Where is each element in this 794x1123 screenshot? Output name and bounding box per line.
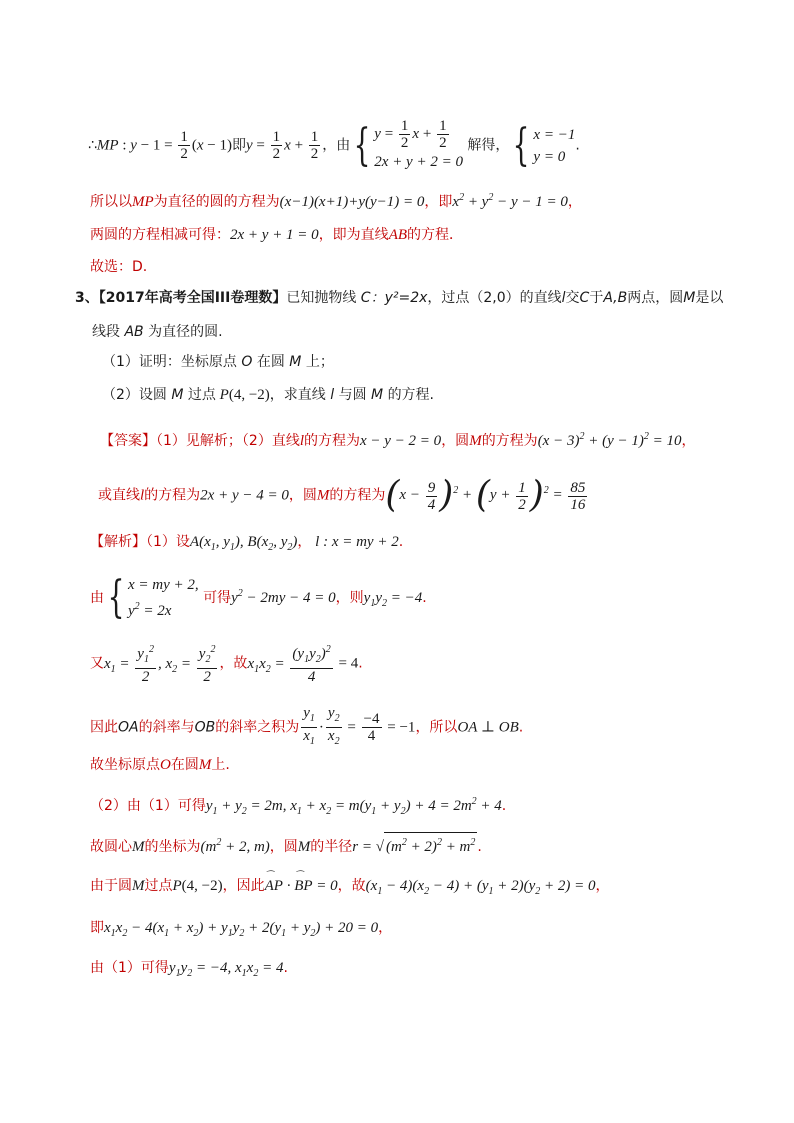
text: 是以 xyxy=(695,290,724,306)
question-2: （2）设圆 M 过点 P(4, −2)，求直线 l 与圆 M 的方程. xyxy=(102,387,435,403)
equation: 2x + y − 4 = 0 xyxy=(200,487,289,504)
text: 上； xyxy=(305,354,334,370)
problem-3-line2: 线段 AB 为直径的圆. xyxy=(92,324,223,340)
text: 因此 xyxy=(90,719,118,736)
text: 已知抛物线 xyxy=(286,290,357,306)
text: 所以以 xyxy=(90,194,132,210)
text: 为直径的圆的方程为 xyxy=(153,194,280,210)
text: （2）由（1）可得 xyxy=(90,798,206,814)
text: 的方程. xyxy=(387,387,435,403)
text: ，由 xyxy=(322,137,351,154)
text: 的方程． xyxy=(407,227,464,243)
text: ，即为直线 xyxy=(318,227,389,243)
text: 在圆 xyxy=(170,757,199,773)
analysis-step-10: 由（1）可得$y_1y_2 = -4$, $x_1x_2 = 4$. xyxy=(90,960,288,979)
text: 又 xyxy=(90,655,104,672)
text: 线段 xyxy=(92,324,120,340)
text: 过点 xyxy=(187,387,216,403)
text: 在圆 xyxy=(256,354,285,370)
text: 过点 xyxy=(144,878,173,894)
analysis-step-7: 故圆心M的坐标为($m^2 + 2$, m)，圆M的半径r = √ $(m^2 + 2)^2 + m^2$ . xyxy=(90,832,482,857)
brace: { xyxy=(107,572,125,623)
analysis-step-9: 即$x_1x_2 - 4(x_1 + x_2) + y_1y_2 + 2(y_1 + y_2) + 20 = 0$， xyxy=(90,920,393,939)
analysis-step-8: 由于圆M过点P(4, −2)，因此⌒ AP · ⌒ BP = 0，故$(x_1 - 4)(x_2 - 4) + (y_1 + 2)(y_2 + 2) = 0$， xyxy=(90,876,610,902)
text: （2）设圆 xyxy=(102,387,167,403)
text: 由于圆 xyxy=(90,878,132,894)
equation-system: x = my + 2, $y^2 = 2x$ xyxy=(128,577,199,619)
text: 可得 xyxy=(203,590,232,606)
problem-3-header: 3、【2017年高考全国III卷理数】已知抛物线 C：y²=2x，过点（2,0）的直线l交C于A,B两点，圆M是以 xyxy=(75,290,724,306)
text: ，圆 xyxy=(269,839,298,855)
question-1: （1）证明：坐标原点 O 在圆 M 上； xyxy=(102,354,334,370)
fraction: $\frac{1}{2}$ xyxy=(310,129,319,162)
text: 故选：D. xyxy=(90,259,148,275)
text: ，故 xyxy=(219,655,248,672)
text: 即 xyxy=(90,920,104,936)
text: 的斜率与 xyxy=(138,719,195,736)
text: 2x + y + 2 = 0 xyxy=(374,154,463,170)
therefore-symbol: ∴ xyxy=(88,137,97,154)
equation: x − y − 2 = 0 xyxy=(360,433,442,449)
text: （1）见解析；（2）直线 xyxy=(156,433,300,449)
text: 于 xyxy=(589,290,604,306)
text: 与圆 xyxy=(338,387,367,403)
text: 的方程为 xyxy=(481,433,538,449)
text: ， xyxy=(567,194,582,210)
fraction: $\frac{1}{2}$ xyxy=(272,129,281,162)
analysis-step-6: （2）由（1）可得$y_1 + y_2 = 2m$, $x_1 + x_2 = m(y_1 + y_2) + 4 = 2m^2 + 4$. xyxy=(90,796,507,817)
text: 的方程为 xyxy=(329,487,386,504)
line-mp-equation: ∴MP : y − 1 = $\frac{1}{2}$ (x − 1)即y = $\frac{1}{2}$ x + $\frac{1}{2}$ ，由{ y = $\frac{1}{2}$ x + $\frac{1}{2}$ 2x + y + 2 = 0 解得，{ x = −1 y = 0 . xyxy=(88,118,580,173)
text: 即 xyxy=(232,137,246,154)
text: AB xyxy=(388,227,408,243)
text: ， xyxy=(681,433,696,449)
analysis-step-3: 又$x_1$ = $\frac{y_1^2}{2}$ , $x_2$ = $\frac{y_2^2}{2}$ ，故$x_1x_2$ = $\frac{(y_1y_2)^2}{4}$ = 4. xyxy=(90,644,363,685)
equation-system: y = $\frac{1}{2}$ x + $\frac{1}{2}$ 2x + y + 2 = 0 xyxy=(374,118,463,173)
text: 的半径 xyxy=(310,839,353,855)
text: 由（1）可得 xyxy=(90,960,169,976)
text: ，即 xyxy=(424,194,453,210)
text: y = 0 xyxy=(533,148,566,165)
problem-number: 3、 xyxy=(75,290,99,306)
text: 两圆的方程相减可得： xyxy=(90,227,230,243)
brace: { xyxy=(513,119,530,171)
line-subtract xyxy=(90,225,463,245)
text: ，所以 xyxy=(415,719,458,736)
text: ，求直线 xyxy=(269,387,326,403)
analysis-step-2: 由{ x = my + 2, $y^2 = 2x$ 可得$y^2 - 2my - 4 = 0$，则$y_1y_2 = -4$. xyxy=(90,572,427,623)
answer-line-1: 【答案】（1）见解析；（2）直线l的方程为x − y − 2 = 0，圆M的方程为$(x - 3)^2 + (y - 1)^2 = 10$， xyxy=(100,431,696,449)
equation: (x−1)(x+1)+y(y−1) = 0 xyxy=(279,194,425,210)
analysis-label: 【解析】 xyxy=(90,534,146,550)
text: ，圆 xyxy=(441,433,470,449)
equation: 2x + y + 1 = 0 xyxy=(230,227,319,243)
answer-label: 【答案】 xyxy=(100,433,156,449)
text: （1）证明：坐标原点 xyxy=(102,354,237,370)
text: 上. xyxy=(211,757,230,773)
problem-source: 【2017年高考全国III卷理数】 xyxy=(98,290,287,306)
text: ，故 xyxy=(337,878,366,894)
brace: { xyxy=(353,119,371,171)
analysis-step-1: 【解析】（1）设$A(x_1$, $y_1$), $B(x_2$, $y_2$)， l : x = my + 2. xyxy=(90,534,404,553)
text: ，则 xyxy=(335,590,364,606)
text: （1）设 xyxy=(146,534,190,550)
line-circle-equation: 所以以MP为直径的圆的方程为(x−1)(x+1)+y(y−1) = 0，即$x^2 + y^2 - y - 1 = 0$， xyxy=(90,192,582,210)
text: 为直径的圆. xyxy=(148,324,223,340)
text: ，因此 xyxy=(222,878,265,894)
text: 的方程为 xyxy=(304,433,360,449)
text: 解得， xyxy=(467,137,510,154)
analysis-step-4: 因此OA的斜率与OB的斜率之积为 $\frac{y_1}{x_1}$ · $\frac{y_2}{x_2}$ = $\frac{-4}{4}$ = −1，所以OA ⊥ OB. xyxy=(90,705,524,747)
text: 故坐标原点 xyxy=(90,757,160,773)
text: ，过点（2,0）的直线 xyxy=(427,290,562,306)
answer-line-2: 或直线l的方程为2x + y − 4 = 0，圆M的方程为(x − $\frac{9}{4}$ )$^2$ + (y + $\frac{1}{2}$ )$^2$ = $\frac{85}{16}$ xyxy=(98,475,586,516)
text: 交 xyxy=(565,290,580,306)
text: 故圆心 xyxy=(90,839,132,855)
answer-choice xyxy=(90,257,147,277)
text: ， xyxy=(297,534,312,550)
text: 的方程为 xyxy=(144,487,201,504)
text: ，圆 xyxy=(288,487,317,504)
fraction: $\frac{1}{2}$ xyxy=(180,129,188,162)
text: 的坐标为 xyxy=(144,839,201,855)
text: 由 xyxy=(90,590,104,606)
analysis-step-5: 故坐标原点O在圆M上. xyxy=(90,757,230,773)
text: x = −1 xyxy=(533,126,576,143)
text: 或直线 xyxy=(98,487,140,504)
solution-system xyxy=(533,124,575,168)
text: 两点，圆 xyxy=(627,290,684,306)
text: . xyxy=(575,137,580,154)
text: 的斜率之积为 xyxy=(215,719,300,736)
